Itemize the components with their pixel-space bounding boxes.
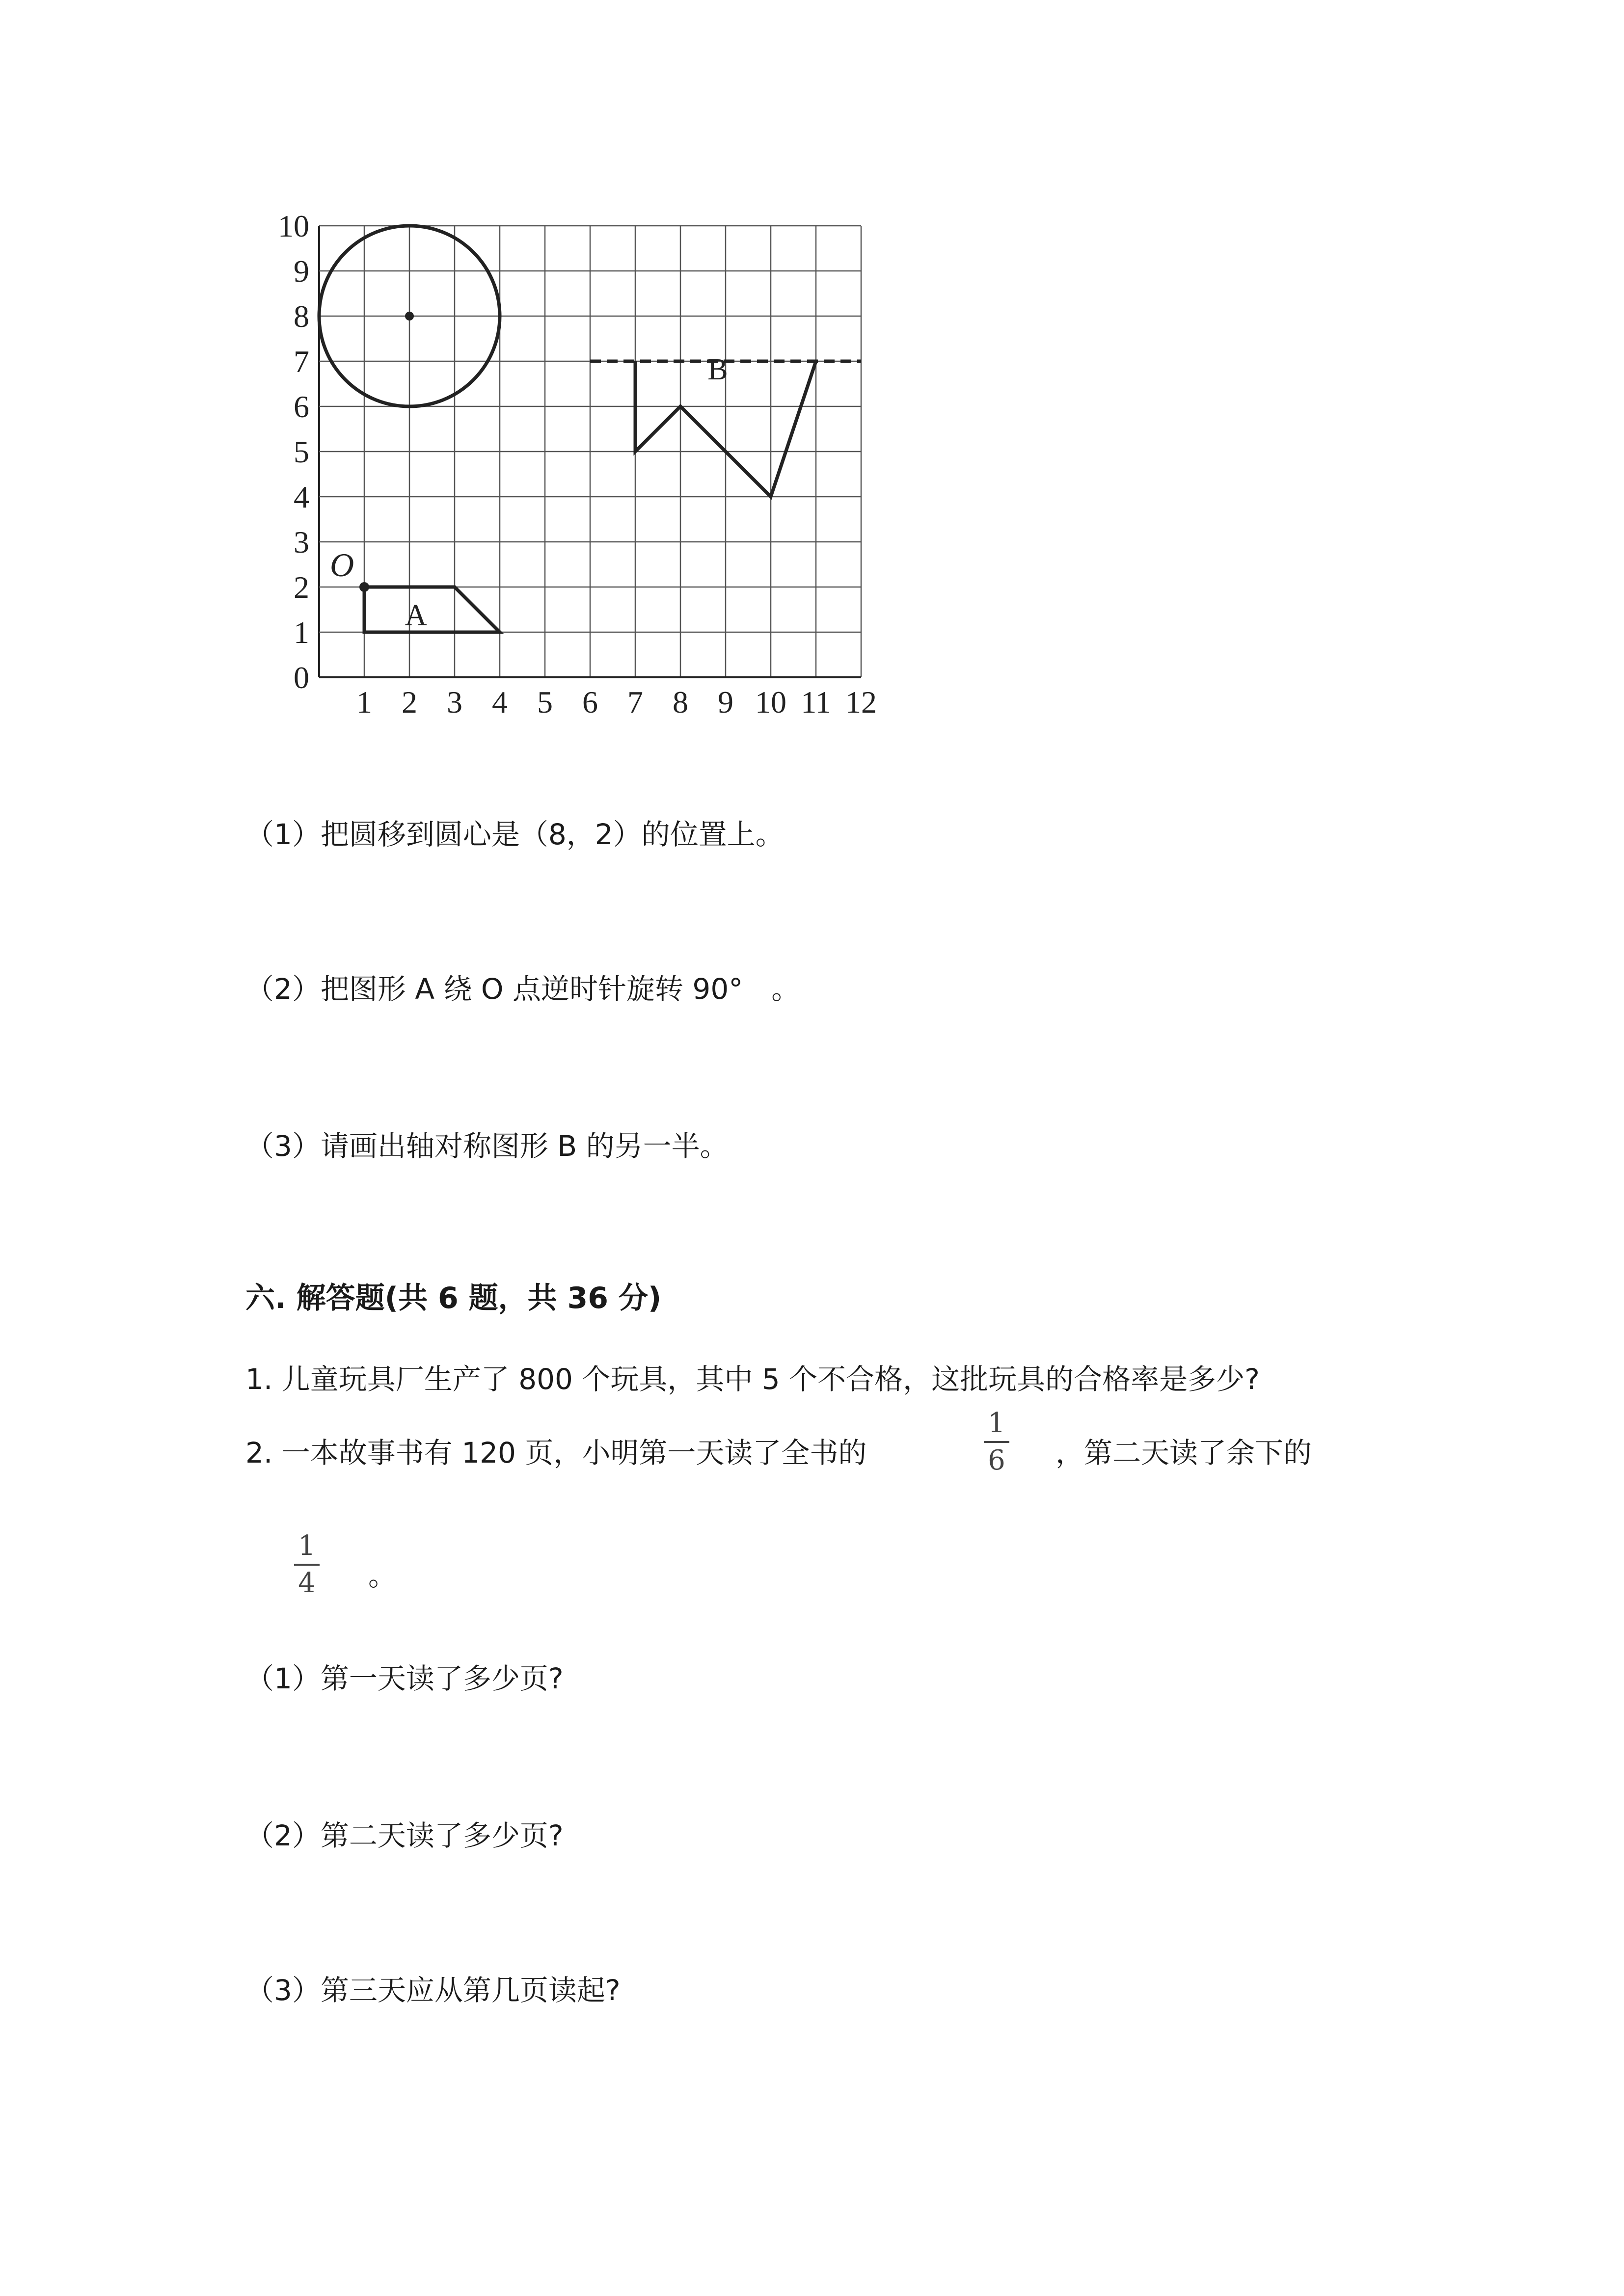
y-tick-label: 7 <box>294 344 309 379</box>
fraction-denominator: 6 <box>988 1444 1005 1476</box>
question-2-sub-2: （2）第二天读了多少页? <box>245 1819 564 1852</box>
graph-question-1: （1）把圆移到圆心是（8，2）的位置上。 <box>245 818 784 851</box>
question-2-sub-1: （1）第一天读了多少页? <box>245 1662 564 1695</box>
x-tick-label: 12 <box>845 685 877 720</box>
graph-question-2: （2）把图形 A 绕 O 点逆时针旋转 90° 。 <box>245 972 800 1006</box>
x-tick-label: 2 <box>402 685 417 720</box>
x-tick-label: 7 <box>627 685 643 720</box>
y-tick-label: 6 <box>294 389 309 424</box>
y-tick-label: 5 <box>294 434 309 469</box>
coordinate-grid-figure <box>260 196 898 736</box>
y-tick-label: 3 <box>294 525 309 560</box>
fraction-bar <box>984 1441 1009 1443</box>
circle-center-dot <box>405 312 414 320</box>
fraction-denominator: 4 <box>298 1567 316 1599</box>
question-2-end: 。 <box>368 1559 397 1592</box>
graph-question-3: （3）请画出轴对称图形 B 的另一半。 <box>245 1129 729 1163</box>
shape-a-trapezoid <box>364 587 500 632</box>
shape-b-label: B <box>707 352 728 386</box>
y-axis-tick-labels <box>278 209 309 695</box>
x-tick-label: 3 <box>447 685 462 720</box>
fraction-one-sixth <box>977 1408 1016 1476</box>
fraction-numerator: 1 <box>988 1407 1005 1439</box>
y-tick-label: 2 <box>294 570 309 605</box>
x-tick-label: 1 <box>356 685 372 720</box>
y-tick-label: 10 <box>278 209 309 243</box>
question-2-prefix: 2. 一本故事书有 120 页，小明第一天读了全书的 <box>245 1436 867 1469</box>
y-tick-label: 4 <box>294 480 309 514</box>
x-tick-label: 4 <box>492 685 508 720</box>
x-axis-tick-labels <box>356 685 877 720</box>
question-1: 1. 儿童玩具厂生产了 800 个玩具，其中 5 个不合格，这批玩具的合格率是多少? <box>245 1362 1260 1396</box>
point-o-label: O <box>330 546 354 584</box>
fraction-one-fourth <box>287 1530 326 1599</box>
point-o-dot <box>359 582 369 592</box>
y-tick-label: 9 <box>294 254 309 289</box>
x-tick-label: 9 <box>718 685 733 720</box>
x-tick-label: 11 <box>801 685 831 720</box>
y-tick-label: 0 <box>294 660 309 695</box>
question-2-sub-3: （3）第三天应从第几页读起? <box>245 1974 621 2007</box>
section-6-heading: 六. 解答题(共 6 题，共 36 分) <box>245 1281 662 1315</box>
y-tick-label: 1 <box>294 615 309 650</box>
question-2-middle: ，第二天读了余下的 <box>1056 1436 1312 1469</box>
x-tick-label: 8 <box>673 685 688 720</box>
y-tick-label: 8 <box>294 299 309 334</box>
fraction-bar <box>294 1564 320 1566</box>
x-tick-label: 5 <box>537 685 553 720</box>
x-tick-label: 10 <box>755 685 786 720</box>
grid-lines <box>319 226 861 677</box>
fraction-numerator: 1 <box>298 1530 316 1562</box>
x-tick-label: 6 <box>582 685 598 720</box>
shape-a-label: A <box>405 599 427 633</box>
